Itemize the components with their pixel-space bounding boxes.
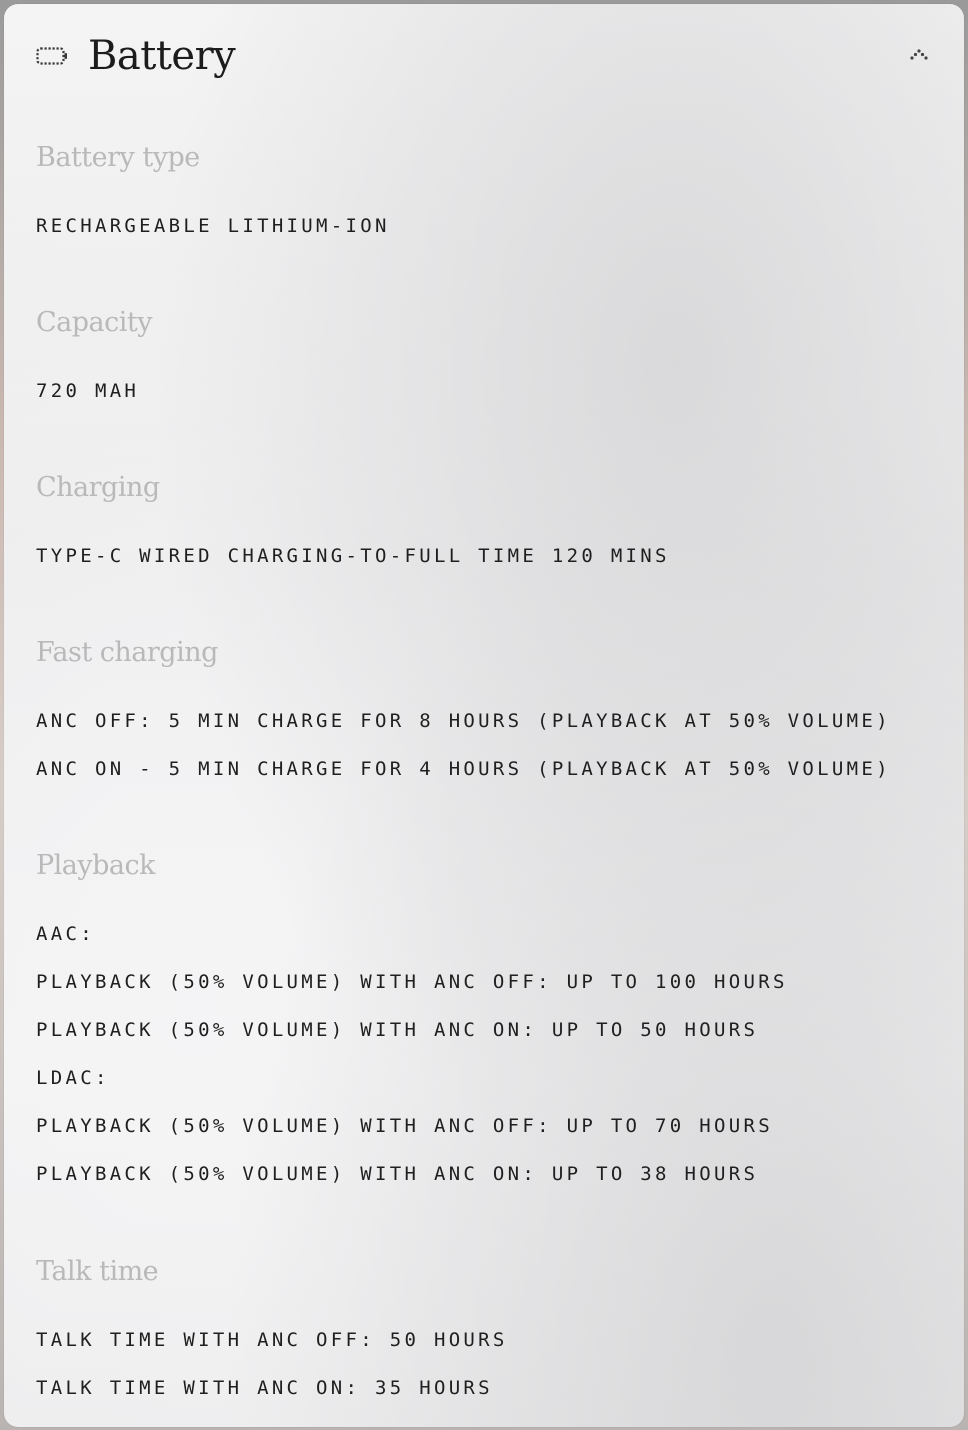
battery-spec-card — [4, 4, 964, 1427]
section-fast-charging — [36, 633, 944, 846]
spec-value: LDAC: — [36, 1067, 110, 1089]
card-header — [36, 28, 934, 84]
spec-value: PLAYBACK (50% VOLUME) WITH ANC OFF: UP TO 70 HOURS — [36, 1115, 773, 1137]
section-label: Fast charging — [36, 637, 218, 668]
section-label: Capacity — [36, 307, 152, 338]
collapse-button[interactable] — [904, 41, 934, 71]
spec-value: 720 MAH — [36, 380, 140, 402]
spec-list — [36, 138, 944, 1412]
section-label: Battery type — [36, 142, 200, 173]
spec-value: RECHARGEABLE LITHIUM-ION — [36, 215, 390, 237]
spec-value: TALK TIME WITH ANC OFF: 50 HOURS — [36, 1329, 508, 1351]
section-label: Charging — [36, 472, 160, 503]
section-label: Talk time — [36, 1256, 159, 1287]
section-capacity — [36, 303, 944, 468]
spec-value: PLAYBACK (50% VOLUME) WITH ANC ON: UP TO 38 HOURS — [36, 1163, 759, 1185]
battery-icon — [36, 45, 68, 67]
section-playback — [36, 846, 944, 1252]
page-title: Battery — [88, 33, 236, 79]
chevron-up-icon — [904, 41, 934, 71]
spec-value: TALK TIME WITH ANC ON: 35 HOURS — [36, 1377, 493, 1399]
spec-value: PLAYBACK (50% VOLUME) WITH ANC ON: UP TO 50 HOURS — [36, 1019, 759, 1041]
spec-value: ANC OFF: 5 MIN CHARGE FOR 8 HOURS (PLAYBACK AT 50% VOLUME) — [36, 710, 891, 732]
spec-value: ANC ON - 5 MIN CHARGE FOR 4 HOURS (PLAYBACK AT 50% VOLUME) — [36, 758, 891, 780]
spec-value: PLAYBACK (50% VOLUME) WITH ANC OFF: UP TO 100 HOURS — [36, 971, 788, 993]
spec-value: AAC: — [36, 923, 95, 945]
section-battery-type — [36, 138, 944, 303]
spec-value: TYPE-C WIRED CHARGING-TO-FULL TIME 120 MINS — [36, 545, 670, 567]
section-charging — [36, 468, 944, 633]
section-label: Playback — [36, 850, 156, 881]
section-talk-time — [36, 1252, 944, 1412]
